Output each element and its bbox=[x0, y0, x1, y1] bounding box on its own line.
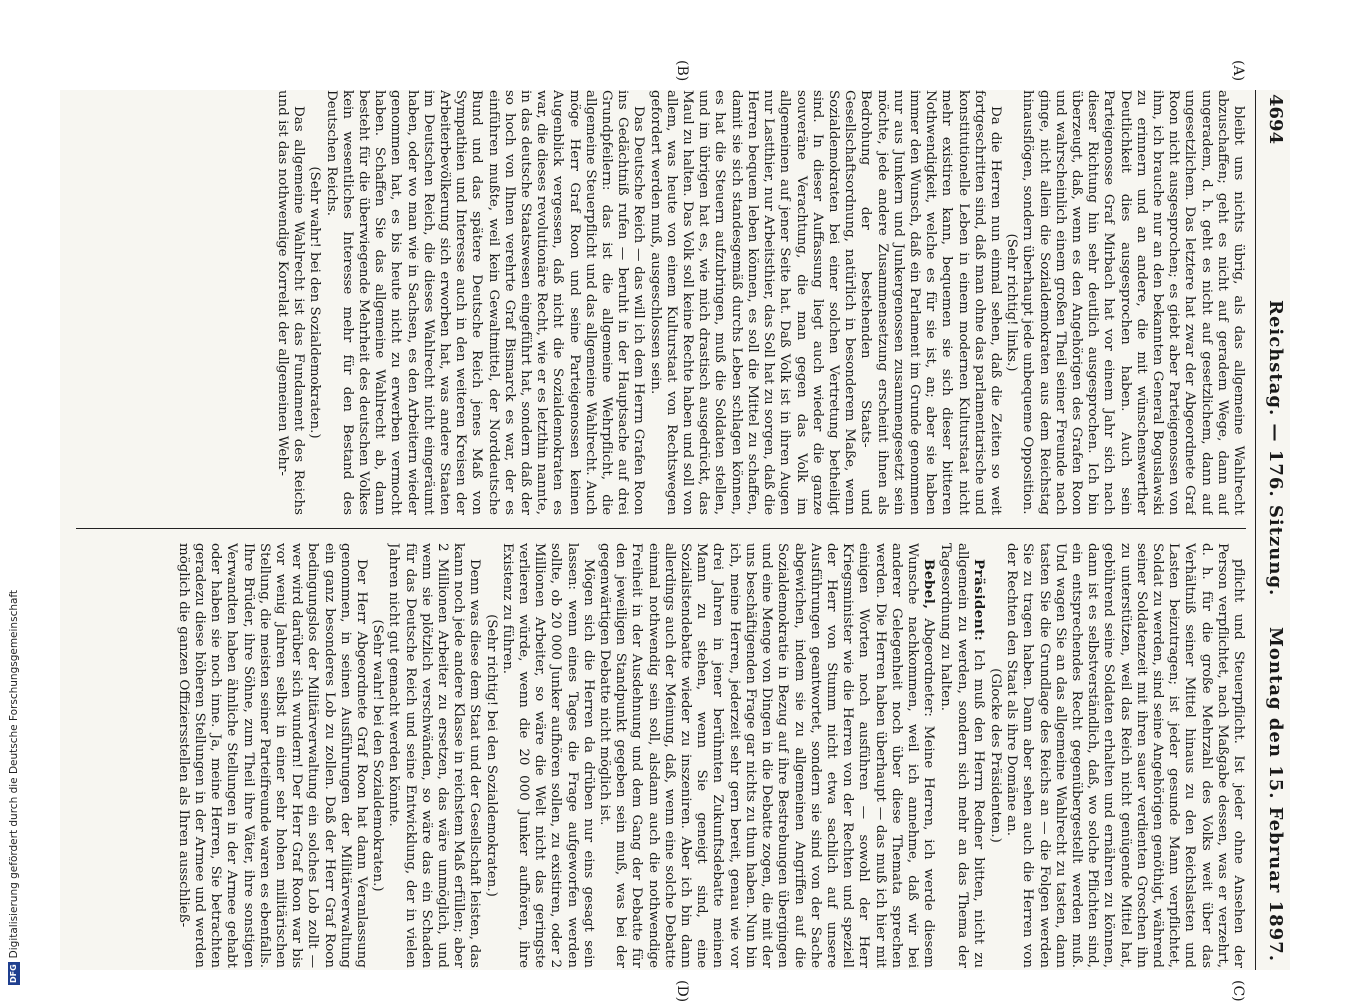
dfg-logo-icon: DFG bbox=[9, 964, 18, 983]
speaker-name: Bebel, bbox=[921, 559, 938, 610]
paragraph bbox=[646, 90, 1002, 515]
interjection bbox=[987, 543, 1003, 968]
margin-mark-c: (C) bbox=[1230, 980, 1246, 1002]
paragraph-text: Mögen sich die Herren da drüben nur eins gesagt sein lassen: wenn eines Tages die Frage aufgeworfen werden sollte, ob 20 000 Junker aufhören sollen, zu existiren, oder 2 Millionen Arbeiter, so wäre die Welt nicht das geringste verlieren würde, wenn die 20 000 Junker aufhören, ihre Existenz zu führen. bbox=[499, 543, 596, 968]
paragraph bbox=[1003, 543, 1246, 968]
paragraph-text: Da die Herren nun einmal sehen, daß die Zeiten so weit fortgeschritten sind, daß man ohne das parlamentarische und konstitutionelle Leben in einem modernen Kulturstaat nicht mehr existiren kann, bequemen sie sich dieser bitteren Nothwendigkeit, welche es für sie ist, an; aber sie haben immer den Wunsch, daß ein Parlament im Grunde genommen nur aus Junkern und Junkergenossen zusammengesetzt sein möchte, jede andere Zusammensetzung erscheint ihnen als Bedrohung der bestehenden Staats- und Gesellschaftsordnung, natürlich in besonderem Maße, wenn Sozialdemokraten bei einer solchen Vertretung betheiligt sind. In dieser Auffassung liegt auch wieder die ganze souveräne Verachtung, die man gegen das Volk im allgemeinen auf jener Seite hat. Daß Volk ist in ihren Augen nur Lastthier, nur Arbeitsthier, das Soll hat zu sorgen, daß die Herren bequem leben können, es soll die Mittel zu schaffen, damit sie sich standesgemäß durchs Leben schlagen können, es hat die Steuern aufzubringen, muß die Soldaten stellen, und im übrigen hat es, wie mich drastisch ausgedrückt, das Maul zu halten. Das Volk soll keine Rechte haben und soll von allem, was heute von einem Kulturstaat von Rechtswegen gefordert werden muß, ausgeschlossen sein. bbox=[647, 90, 1003, 515]
paragraph bbox=[937, 543, 987, 968]
right-column bbox=[66, 543, 1246, 968]
left-column bbox=[66, 90, 1246, 515]
paragraph bbox=[1019, 90, 1246, 515]
paragraph-text: bleibt uns nichts übrig, als das allgemeine Wahlrecht abzuschaffen; geht es nicht auf geradem Wege, dann auf ungeradem, d. h. geht es nicht auf gesetzlichem, dann auf ungesetzlichem. Das letztere hat zwar der Abgeordnete Graf Roon nicht ausgesprochen; es giebt aber Parteigenossen von ihm, ich brauche nur an den bekannten General Boguslawski zu erinnern und an andere, die mit wünschenswerther Deutlichkeit dies ausgesprochen haben. Auch sein Parteigenosse Graf Mirbach hat vor einem Jahr sich nach dieser Richtung hin sehr deutlich ausgesprochen. Ich bin überzeugt, daß, wenn es den Angehörigen des Grafen Roon und wahrscheinlich einem großen Theil seiner Freunde nach ginge, nicht allein die Sozialdemokraten aus dem Reichstag hinausflögen, sondern überhaupt jede unbequeme Opposition. bbox=[1020, 90, 1246, 515]
paragraph-text: Ich muß den Herrn Redner bitten, nicht zu allgemein zu werden, sondern sich mehr an das Thema der Tagesordnung zu halten. bbox=[938, 543, 986, 968]
paragraph bbox=[499, 543, 596, 968]
margin-mark-d: (D) bbox=[674, 980, 690, 1002]
paragraph-text: Denn was diese dem Staat und der Gesellschaft leisten, das kann noch jede andere Klasse in reichstem Maß erfüllen; aber 2 Millionen Arbeiter zu ersetzen, das wäre unmöglich, und wenn sie plötzlich verschwänden, so wäre das ein Schaden für das Deutsche Reich und seine Entwicklung, der in vielen Jahren nicht gut gemacht werden könnte. bbox=[386, 543, 483, 968]
session-date: Montag den 15. Februar 1897. bbox=[1265, 626, 1286, 962]
page-number: 4694 bbox=[1265, 94, 1286, 145]
scanned-page bbox=[60, 60, 1290, 1002]
paragraph-text: (Sehr richtig! bei den Sozialdemokraten.) bbox=[483, 614, 499, 897]
margin-mark-a: (A) bbox=[1230, 60, 1246, 82]
paragraph bbox=[322, 90, 646, 515]
paragraph bbox=[596, 543, 937, 968]
paragraph-text: (Sehr wahr! bei den Sozialdemokraten.) bbox=[307, 166, 323, 439]
interjection bbox=[482, 543, 498, 968]
paragraph bbox=[385, 543, 482, 968]
paragraph-text: (Glocke des Präsidenten.) bbox=[987, 668, 1003, 843]
paragraph bbox=[274, 90, 306, 515]
interjection bbox=[306, 90, 322, 515]
paragraph-text: Abgeordneter: Meine Herren, ich werde diesem Wunsche nachkommen, weil ich annehme, daß wir bei anderer Gelegenheit noch über diese Themata sprechen werden. Die Herren haben überhaupt — das muß ich hier mit einigen Worten noch ausführen — sowohl der Herr Kriegsminister wie die Herren von der Rechten und speziell der Herr von Stumm nicht etwa sachlich auf unsere Ausführungen geantwortet, sondern sie sind von der Sache abgewichen, indem sie zu allgemeinen Angriffen auf die Sozialdemokratie in Bezug auf ihre Bestrebungen übergingen und eine Menge von Dingen in die Debatte zogen, die mit der uns beschäftigenden Frage gar nichts zu thun haben. Nun bin ich, meine Herren, jederzeit sehr gern bereit, genau wie vor drei Jahren in jener berühmten Zukunftsdebatte meinen Mann zu stehen, wenn Sie geneigt sind, eine Sozialistendebatte wieder zu inszeniren. Aber ich bin dann allerdings auch der Meinung, daß, wenn eine solche Debatte einmal nothwendig sein soll, alsdann auch die nothwendige Freiheit in der Ausdehnung und dem Gang der Debatte für den jeweiligen Standpunkt gegeben sein muß, was bei der gegenwärtigen Debatte nicht möglich ist. bbox=[597, 543, 937, 968]
page-header bbox=[1255, 90, 1290, 970]
paragraph-text: pflicht und Steuerpflicht. Ist jeder ohne Ansehen der Person verpflichtet, nach Maßgabe dessen, was er verzehrt, d. h. für die große Mehrzahl des Volks weit über das Verhältniß seiner Mittel hinaus zu den Reichslasten und Lasten beizutragen; ist jeder gesunde Mann verpflichtet, Soldat zu werden, sind seine Angehörigen genöthigt, während seiner Soldatenzeit mit ihren sauer verdienten Groschen ihn zu unterstützen, weil das Reich nicht genügende Mittel hat, gebührend seine Soldaten erhalten und ernähren zu können, dann ist es selbstverständlich, daß, wo solche Pflichten sind, ein entsprechendes Recht gegenübergestellt werden muß. Und wagen Sie an das allgemeine Wahlrecht zu tasten, dann tasten Sie die Grundlage des Reichs an — die Folgen werden Sie zu tragen haben. Dann aber sehen auch die Herren von der Rechten den Staat als ihre Domäne an. bbox=[1004, 543, 1246, 968]
paragraph-text: (Sehr wahr! bei den Sozialdemokraten.) bbox=[370, 619, 386, 892]
footer-text: Digitalisierung gefördert durch die Deutsche Forschungsgemeinschaft bbox=[8, 589, 20, 959]
paragraph-text: (Sehr richtig! links.) bbox=[1004, 233, 1020, 372]
interjection bbox=[369, 543, 385, 968]
interjection bbox=[1003, 90, 1019, 515]
paragraph bbox=[175, 543, 369, 968]
paragraph-text: Das allgemeine Wahlrecht ist das Fundament des Reichs und ist das nothwendige Korrelat der allgemeinen Wehr- bbox=[275, 90, 307, 515]
session-title: Reichstag. — 176. Sitzung. bbox=[1265, 300, 1286, 597]
speaker-name: Präsident: bbox=[970, 559, 987, 642]
paragraph-text: Das Deutsche Reich — das will ich dem Herrn Grafen Roon ins Gedächtniß rufen — beruht in der Hauptsache auf drei Grundpfeilern: das ist die allgemeine Wehrpflicht, die allgemeine Steuerpflicht und das allgemeine Wahlrecht. Auch möge Herr Graf Roon und seine Parteigenossen keinen Augenblick vergessen, daß nicht die Sozialdemokraten es war, die dieses revolutionäre Recht, wie er es letzthin nannte, in das deutsche Staatswesen eingeführt hat, sondern daß der so hoch von Ihnen verehrte Graf Bismarck es war, der es einführen mußte, weil kein Gewaltmittel, der Norddeutsche Bund und das spätere Deutsche Reich jenes Maß von Sympathien und Interesse auch in den weiteren Kreisen der Arbeiterbevölkerung sich erworben hat, was andere Staaten im Deutschen Reich, die dieses Wahlrecht nicht eingeräumt haben, oder wo man wie in Sachsen, es den Arbeitern wieder genommen hat, es bis heute nicht zu erwerben vermocht haben. Schaffen Sie das allgemeine Wahlrecht ab, dann besteht für die überwiegende Mehrheit des deutschen Volkes kein wesentliches Interesse mehr für den Bestand des Deutschen Reichs. bbox=[323, 90, 647, 515]
paragraph-text: Der Herr Abgeordnete Graf Roon hat dann Veranlassung genommen, in seinen Ausführungen der Militärverwaltung ein ganz besonderes Lob zu zollen. Daß der Herr Graf Roon bedingungslos der Militärverwaltung ein solches Lob zollt — wer wird darüber sich wundern! Der Herr Graf Roon war bis vor wenig Jahren selbst in einer sehr hohen militärischen Stellung, die meisten seiner Parteifreunde waren es ebenfalls. Ihre Brüder, ihre Söhne, zum Theil ihre Väter, ihre sonstigen Verwandten haben ähnliche Stellungen in der Armee gehabt oder haben sie noch inne. Ja, meine Herren, Sie betrachten geradezu diese höheren Stellungen in der Armee und werden möglich die ganzen Offiziersstellen als Ihren ausschließ- bbox=[175, 543, 370, 968]
column-divider bbox=[76, 528, 1246, 529]
margin-mark-b: (B) bbox=[674, 60, 690, 82]
